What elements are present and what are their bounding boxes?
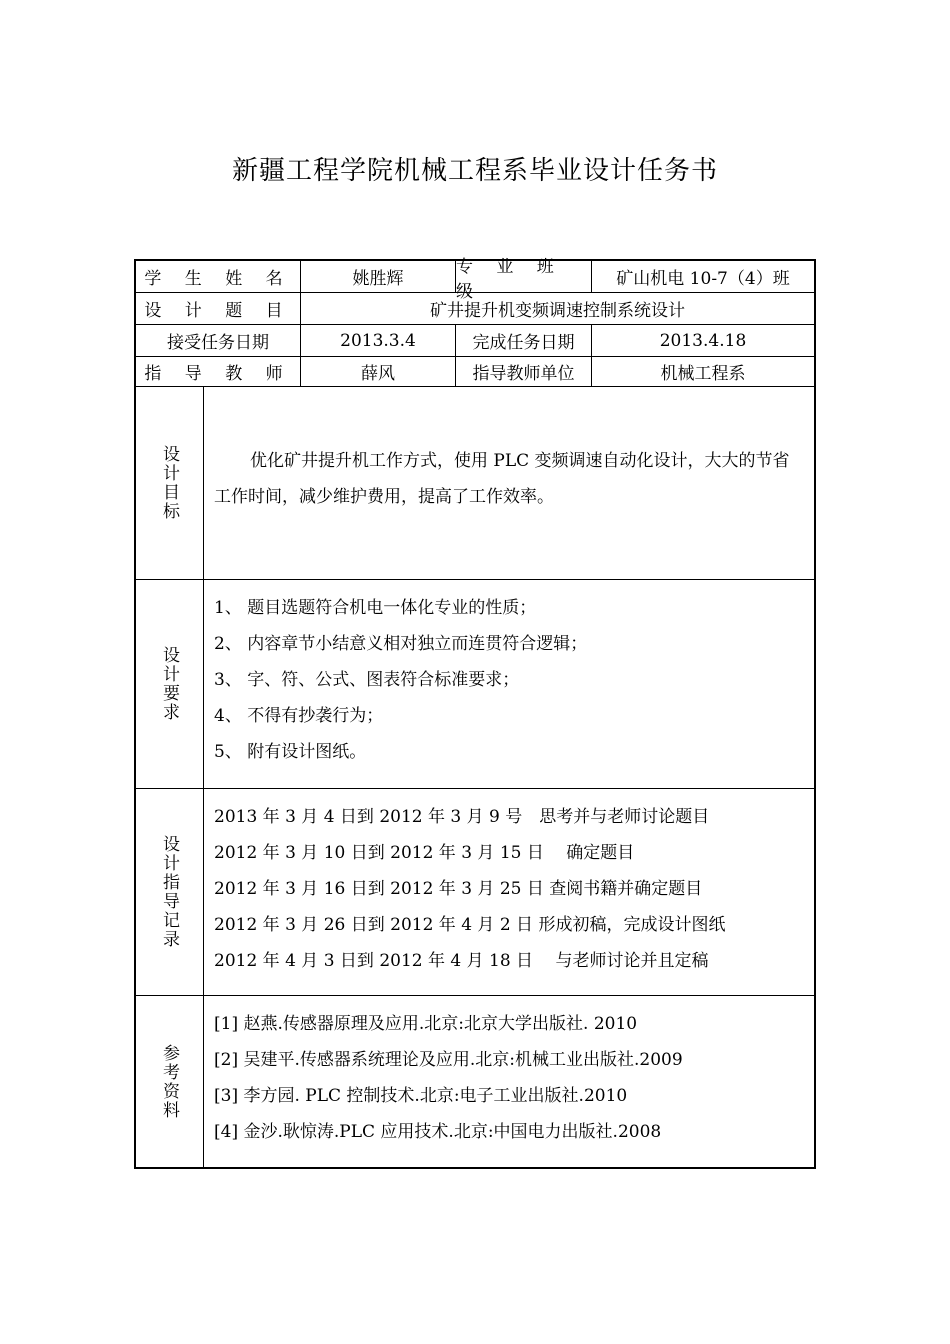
row-dates [136, 325, 814, 357]
requirement-item: 5、 附有设计图纸。 [214, 742, 367, 762]
row-guidance [136, 789, 814, 996]
guidance-item: 2012 年 3 月 16 日到 2012 年 3 月 25 日 查阅书籍并确定题目 [214, 879, 703, 899]
teacher-unit-label: 指导教师单位 [456, 357, 592, 386]
student-name-value: 姚胜辉 [301, 261, 456, 292]
topic-value: 矿井提升机变频调速控制系统设计 [430, 301, 685, 321]
requirement-item: 4、 不得有抄袭行为； [214, 706, 384, 726]
guidance-label-cell [136, 789, 204, 995]
guidance-item: 2013 年 3 月 4 日到 2012 年 3 月 9 号 思考并与老师讨论题目 [214, 807, 710, 827]
guidance-item: 2012 年 3 月 26 日到 2012 年 4 月 2 日 形成初稿，完成设计图纸 [214, 915, 726, 935]
teacher-value: 薛风 [301, 357, 456, 386]
reference-item: [3] 李方园. PLC 控制技术.北京:电子工业出版社.2010 [214, 1086, 628, 1106]
reference-item: [4] 金沙.耿惊涛.PLC 应用技术.北京:中国电力出版社.2008 [214, 1122, 662, 1142]
requirement-item: 2、 内容章节小结意义相对独立而连贯符合逻辑； [214, 634, 588, 654]
goal-label: 设计目标 [159, 445, 179, 521]
row-topic [136, 293, 814, 325]
topic-label: 设 计 题 目 [136, 293, 301, 324]
row-student [136, 256, 814, 302]
row-requirements [136, 580, 814, 789]
guidance-item: 2012 年 3 月 10 日到 2012 年 3 月 15 日 确定题目 [214, 843, 635, 863]
goal-text: 优化矿井提升机工作方式，使用 PLC 变频调速自动化设计，大大的节省工作时间，减少维护费用，提高了工作效率。 [214, 451, 790, 507]
receive-date-value: 2013.3.4 [301, 325, 456, 356]
teacher-label: 指 导 教 师 [136, 357, 301, 386]
finish-date-label: 完成任务日期 [456, 325, 592, 356]
row-goal [136, 387, 814, 580]
reference-item: [1] 赵燕.传感器原理及应用.北京:北京大学出版社. 2010 [214, 1014, 638, 1034]
references-content [204, 996, 814, 1167]
guidance-item: 2012 年 4 月 3 日到 2012 年 4 月 18 日 与老师讨论并且定稿 [214, 951, 709, 971]
reference-item: [2] 吴建平.传感器系统理论及应用.北京:机械工业出版社.2009 [214, 1050, 683, 1070]
document-title: 新疆工程学院机械工程系毕业设计任务书 [231, 156, 718, 186]
goal-content [204, 387, 814, 579]
requirements-content [204, 580, 814, 788]
guidance-label: 设计指导记录 [159, 835, 179, 949]
receive-date-label: 接受任务日期 [136, 325, 301, 356]
major-class-value: 矿山机电 10-7（4）班 [616, 269, 790, 289]
task-table [134, 256, 816, 1169]
requirements-label-cell [136, 580, 204, 788]
requirement-item: 1、 题目选题符合机电一体化专业的性质； [214, 598, 537, 618]
references-label-cell [136, 996, 204, 1167]
teacher-unit-value: 机械工程系 [660, 364, 746, 384]
goal-label-cell [136, 387, 204, 579]
row-references [136, 996, 814, 1167]
row-teacher [136, 357, 814, 387]
major-class-label: 专 业 班 级 [456, 261, 592, 292]
student-name-label: 学 生 姓 名 [136, 261, 301, 292]
guidance-content [204, 789, 814, 995]
references-label: 参考资料 [159, 1043, 179, 1120]
requirements-label: 设计要求 [159, 646, 179, 722]
requirement-item: 3、 字、符、公式、图表符合标准要求； [214, 670, 520, 690]
finish-date-value: 2013.4.18 [659, 330, 747, 351]
